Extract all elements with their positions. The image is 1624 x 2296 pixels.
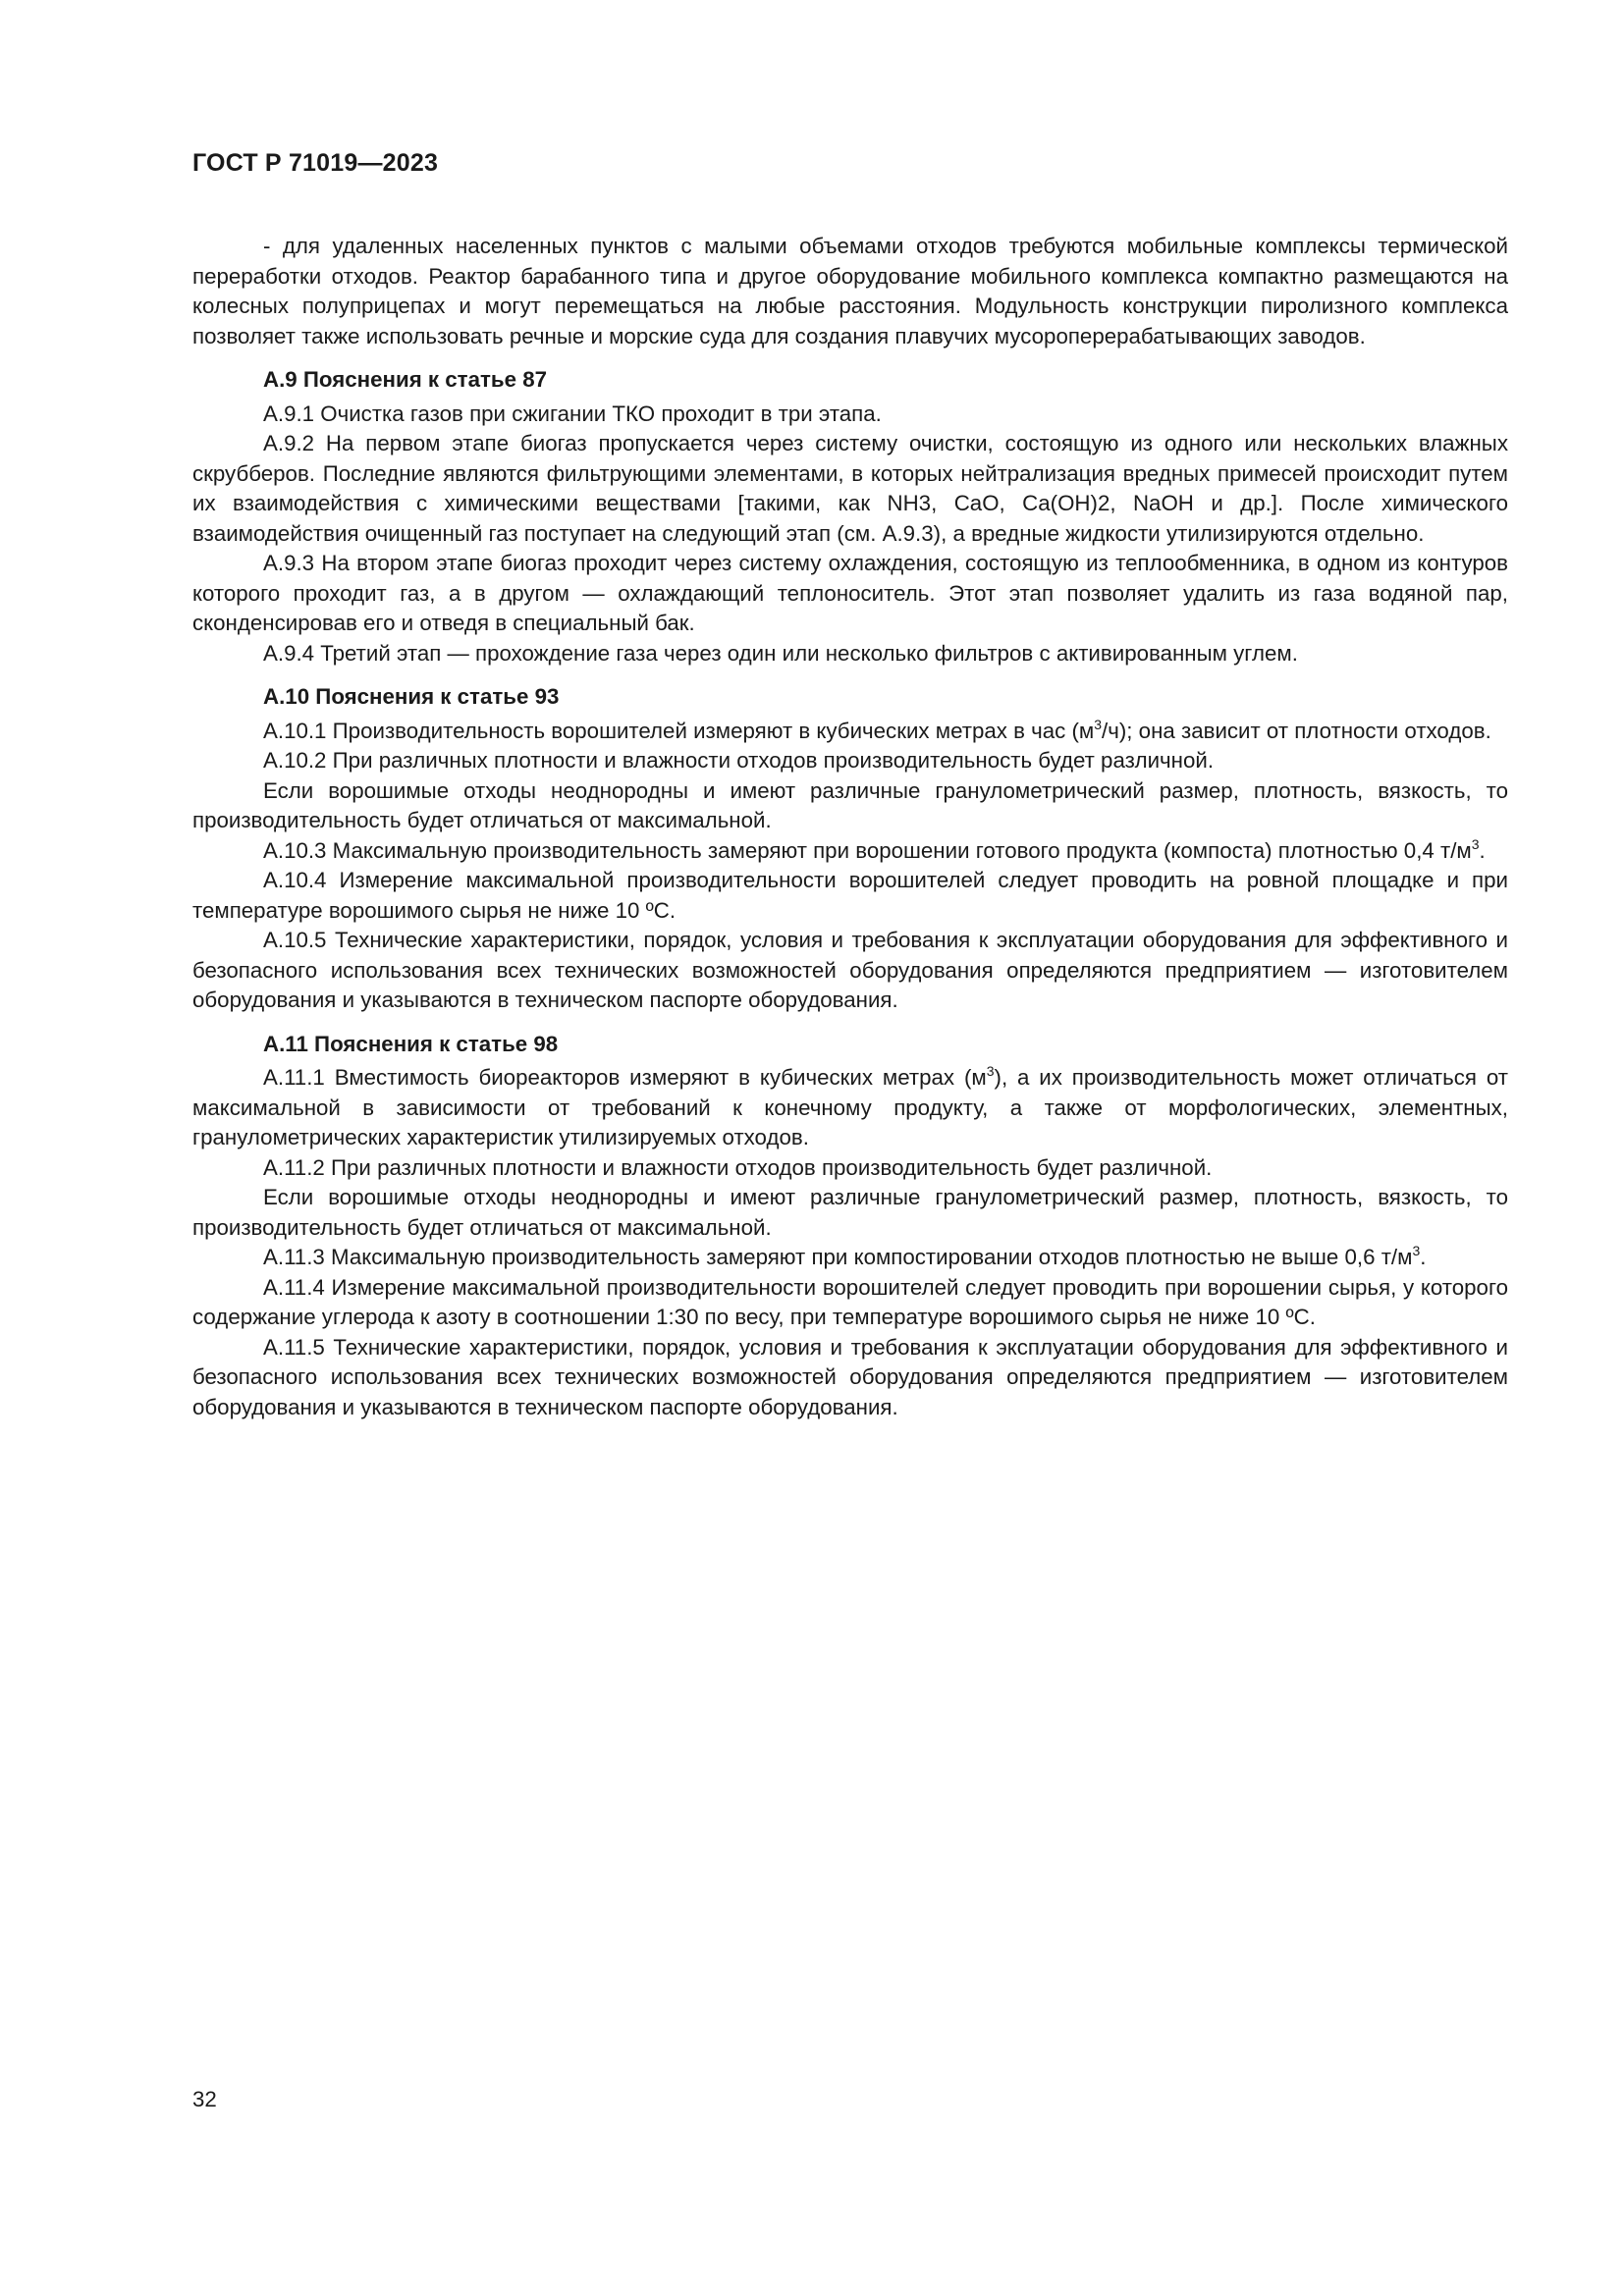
- superscript: 3: [1471, 835, 1480, 852]
- paragraph-a10-2-cont: Если ворошимые отходы неоднородны и имеют различные гранулометрический размер, плотность, вязкость, то производительность будет отличаться от максимальной.: [192, 777, 1508, 832]
- document-body: [192, 232, 1508, 1422]
- paragraph-a11-5: А.11.5 Технические характеристики, порядок, условия и требования к эксплуатации оборудования для эффективного и безопасного использования всех технических возможностей оборудования определяются предприятием — изготовителем оборудования и указываются в техническом паспорте оборудования.: [192, 1334, 1508, 1419]
- paragraph-a9-4: А.9.4 Третий этап — прохождение газа через один или несколько фильтров с активированным углем.: [263, 640, 1298, 666]
- paragraph-a9-1: А.9.1 Очистка газов при сжигании ТКО проходит в три этапа.: [263, 400, 882, 426]
- paragraph-a10-3: [192, 836, 1508, 867]
- paragraph-a10-2: А.10.2 При различных плотности и влажности отходов производительность будет различной.: [263, 748, 1215, 773]
- intro-paragraph: - для удаленных населенных пунктов с малыми объемами отходов требуются мобильные комплексы термической переработки отходов. Реактор барабанного типа и другое оборудование мобильного комплекса компактно размещаются на колесных полуприцепах и могут перемещаться на любые расстояния. Модульность конструкции пиролизного комплекса позволяет также использовать речные и морские суда для создания плавучих мусороперерабатывающих заводов.: [192, 234, 1508, 348]
- page-number: 32: [192, 2087, 217, 2111]
- text-run: А.11.1 Вместимость биореакторов измеряют в кубических метрах (м: [263, 1065, 987, 1090]
- section-a10-title: А.10 Пояснения к статье 93: [263, 684, 560, 709]
- paragraph-a10-4: А.10.4 Измерение максимальной производительности ворошителей следует проводить на ровной площадке и при температуре ворошимого сырья не ниже 10 ºС.: [192, 868, 1508, 923]
- paragraph-a11-1: [192, 1063, 1508, 1153]
- text-run: .: [1479, 837, 1486, 863]
- paragraph-a11-2-cont: Если ворошимые отходы неоднородны и имеют различные гранулометрический размер, плотность, вязкость, то производительность будет отличаться от максимальной.: [192, 1185, 1508, 1240]
- paragraph-a11-4: А.11.4 Измерение максимальной производительности ворошителей следует проводить при ворошении сырья, у которого содержание углерода к азоту в соотношении 1:30 по весу, при температуре ворошимого сырья не ниже 10 ºС.: [192, 1274, 1508, 1329]
- superscript: 3: [1094, 716, 1103, 732]
- superscript: 3: [1412, 1243, 1421, 1258]
- text-run: А.10.3 Максимальную производительность замеряют при ворошении готового продукта (компоста) плотностью 0,4 т/м: [263, 837, 1472, 863]
- paragraph-a9-3: А.9.3 На втором этапе биогаз проходит через систему охлаждения, состоящую из теплообменника, в одном из контуров которого проходит газ, а в другом — охлаждающий теплоноситель. Этот этап позволяет удалить из газа водяной пар, сконденсировав его и отведя в специальный бак.: [192, 551, 1508, 635]
- paragraph-a9-2: А.9.2 На первом этапе биогаз пропускается через систему очистки, состоящую из одного или нескольких влажных скрубберов. Последние являются фильтрующими элементами, в которых нейтрализация вредных примесей происходит путем их взаимодействия с химическими веществами [такими, как NH3, CaO, Ca(OH)2, NaOH и др.]. После химического взаимодействия очищенный газ поступает на следующий этап (см. А.9.3), а вредные жидкости утилизируются отдельно.: [192, 431, 1508, 546]
- section-a11-title: А.11 Пояснения к статье 98: [263, 1031, 559, 1056]
- text-run: ), а их производительность может отличаться от максимальной в зависимости от требований к конечному продукту, а также от морфологических, элементных, гранулометрических характеристик утилизируемых отходов.: [192, 1065, 1508, 1149]
- paragraph-a11-3: [192, 1243, 1508, 1273]
- document-header: ГОСТ Р 71019—2023: [192, 149, 439, 177]
- text-run: /ч); она зависит от плотности отходов.: [1102, 718, 1491, 743]
- superscript: 3: [986, 1063, 995, 1079]
- text-run: .: [1420, 1245, 1427, 1269]
- paragraph-a10-1: [192, 717, 1508, 747]
- paragraph-a10-5: А.10.5 Технические характеристики, порядок, условия и требования к эксплуатации оборудования для эффективного и безопасного использования всех технических возможностей оборудования определяются предприятием — изготовителем оборудования и указываются в техническом паспорте оборудования.: [192, 928, 1508, 1012]
- text-run: А.10.1 Производительность ворошителей измеряют в кубических метрах в час (м: [263, 718, 1095, 743]
- section-a9-title: А.9 Пояснения к статье 87: [263, 367, 547, 392]
- text-run: А.11.3 Максимальную производительность замеряют при компостировании отходов плотностью не выше 0,6 т/м: [263, 1245, 1413, 1269]
- paragraph-a11-2: А.11.2 При различных плотности и влажности отходов производительность будет различной.: [263, 1154, 1213, 1180]
